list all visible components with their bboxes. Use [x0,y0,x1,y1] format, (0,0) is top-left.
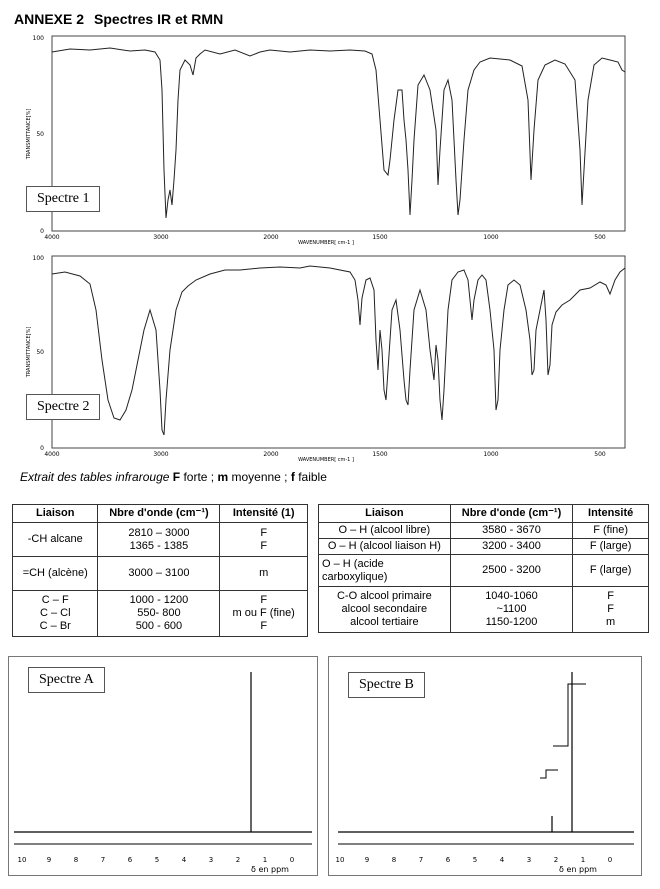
nmr-b-tick-1: 1 [580,856,586,864]
ir2-label: Spectre 2 [26,394,100,420]
nmr-b-tick-4: 4 [499,856,505,864]
tr-r3-liaison-a: O – H (acide [322,557,384,570]
ir-table-left [12,504,308,637]
caption-ff: f [290,470,295,484]
tr-r4-wave-c: 1150-1200 [485,616,538,628]
nmr-a-tick-4: 4 [181,856,187,864]
nmr-a-x-axis-label: δ en ppm [251,865,289,874]
tl-r1-liaison: -CH alcane [13,523,98,557]
tr-r4-liaison-a: C-O alcool primaire [336,590,432,602]
nmr-b-integration-1 [540,770,558,778]
ir2-ytick-100: 100 [32,255,44,262]
nmr-b-integration-2 [553,684,586,746]
ir2-xtick-4000: 4000 [44,451,60,458]
ir1-ytick-100: 100 [32,35,44,42]
tl-r1-int [220,523,308,557]
annex-subtitle: Spectres IR et RMN [94,11,224,27]
caption-ff-word: faible [294,470,327,484]
ir2-ytick-50: 50 [36,349,44,356]
tl-r3-liaison-c: C – Br [39,620,71,632]
tr-r4-int-b: F [607,603,614,615]
tl-r3-int-b: m ou F (fine) [232,607,295,619]
nmr-b-tick-3: 3 [526,856,532,864]
nmr-a-tick-1: 1 [262,856,268,864]
nmr-a-tick-9: 9 [46,856,52,864]
nmr-a-tick-6: 6 [127,856,133,864]
ir1-xtick-2000: 2000 [263,234,279,241]
nmr-b-x-axis-label: δ en ppm [559,865,597,874]
ir2-xtick-1500: 1500 [372,451,388,458]
nmr-a-label: Spectre A [28,667,105,693]
ir1-ytick-50: 50 [36,131,44,138]
tl-r3-int [220,591,308,637]
ir2-x-axis-label: WAVENUMBER[ cm-1 ] [298,457,354,463]
tr-r2-wave: 3200 - 3400 [450,539,573,555]
ir1-ytick-0: 0 [40,228,44,235]
tl-r3-wave-c: 500 - 600 [135,620,183,632]
ir-spectrum-2 [10,250,640,465]
ir1-x-axis-label: WAVENUMBER[ cm-1 ] [298,240,354,246]
page-title [14,11,223,27]
tr-r3-liaison-b: carboxylique) [322,570,388,583]
ir-table-caption [20,470,327,484]
tl-r3-wave-b: 550- 800 [137,607,181,619]
tl-r3-wave-a: 1000 - 1200 [129,594,189,606]
nmr-b-tick-10: 10 [335,856,345,864]
ir1-xtick-1500: 1500 [372,234,388,241]
tr-r4-wave-a: 1040-1060 [485,590,538,602]
nmr-b-tick-5: 5 [472,856,478,864]
ir1-label: Spectre 1 [26,186,100,212]
tr-header-liaison: Liaison [319,505,451,523]
tr-header-wavenumber: Nbre d'onde (cm⁻¹) [450,505,573,523]
tr-r1-wave: 3580 - 3670 [450,523,573,539]
tr-r4-int [573,587,649,633]
nmr-b-tick-0: 0 [607,856,613,864]
caption-m-word: moyenne ; [228,470,288,484]
tr-r4-int-c: m [606,616,616,628]
ir2-xtick-2000: 2000 [263,451,279,458]
tr-r4-int-a: F [607,590,614,602]
nmr-b-tick-9: 9 [364,856,370,864]
ir1-y-axis-label: TRANSMITTANCE[%] [26,108,32,160]
ir-table-right [318,504,649,633]
ir1-xtick-4000: 4000 [44,234,60,241]
nmr-a-tick-8: 8 [73,856,79,864]
tl-r1-wave-a: 2810 – 3000 [128,526,190,539]
tl-r3-liaison-a: C – F [41,594,69,606]
ir2-plot-frame [52,256,625,448]
tl-r3-int-a: F [260,594,268,606]
tr-r1-int: F (fine) [573,523,649,539]
tr-r4-wave [450,587,573,633]
nmr-a-tick-10: 10 [17,856,27,864]
ir2-xtick-3000: 3000 [153,451,169,458]
ir1-plot-frame [52,36,625,231]
tr-header-intensity: Intensité [573,505,649,523]
ir2-xtick-500: 500 [594,451,606,458]
nmr-a-tick-3: 3 [208,856,214,864]
nmr-b-tick-7: 7 [418,856,424,864]
nmr-a-tick-0: 0 [289,856,295,864]
tl-r2-wave: 3000 – 3100 [98,557,220,591]
tr-r1-liaison: O – H (alcool libre) [319,523,451,539]
tr-r2-int: F (large) [573,539,649,555]
ir1-xtick-1000: 1000 [483,234,499,241]
tr-r4-liaison-c: alcool tertiaire [350,616,419,628]
tr-r3-liaison [319,555,451,587]
tr-r3-int: F (large) [573,555,649,587]
tl-r1-int-a: F [260,526,268,539]
nmr-a-tick-2: 2 [235,856,241,864]
tl-header-liaison: Liaison [13,505,98,523]
ir2-y-axis-label: TRANSMITTANCE[%] [26,326,32,378]
tr-r4-liaison-b: alcool secondaire [341,603,428,615]
tl-r2-int: m [220,557,308,591]
tl-header-wavenumber: Nbre d'onde (cm⁻¹) [98,505,220,523]
tl-r2-liaison: =CH (alcène) [13,557,98,591]
nmr-b-label: Spectre B [348,672,425,698]
nmr-b-ticks [336,856,613,864]
ir2-ytick-0: 0 [40,445,44,452]
tr-r4-liaison [319,587,451,633]
nmr-b-tick-8: 8 [391,856,397,864]
ir1-xtick-3000: 3000 [153,234,169,241]
tl-header-intensity: Intensité (1) [220,505,308,523]
nmr-a-ticks [18,856,295,864]
tl-r1-wave [98,523,220,557]
nmr-a-tick-7: 7 [100,856,106,864]
nmr-b-tick-6: 6 [445,856,451,864]
annex-number: ANNEXE 2 [14,11,85,27]
tr-r2-liaison: O – H (alcool liaison H) [319,539,451,555]
tl-r1-int-b: F [260,539,268,552]
tl-r3-wave [98,591,220,637]
tl-r3-int-c: F [260,620,268,632]
ir2-xtick-1000: 1000 [483,451,499,458]
nmr-a-tick-5: 5 [154,856,160,864]
nmr-b-tick-2: 2 [553,856,559,864]
ir-spectrum-1 [10,30,640,250]
caption-lead: Extrait des tables infrarouge [20,470,170,484]
tl-r3-liaison [13,591,98,637]
caption-f: F [172,470,181,484]
caption-m: m [217,470,229,484]
tr-r4-wave-b: ~1100 [496,603,527,615]
tl-r1-wave-b: 1365 - 1385 [129,539,189,552]
ir1-xtick-500: 500 [594,234,606,241]
tr-r3-wave: 2500 - 3200 [450,555,573,587]
tl-r3-liaison-b: C – Cl [39,607,71,619]
caption-f-word: forte ; [180,470,215,484]
